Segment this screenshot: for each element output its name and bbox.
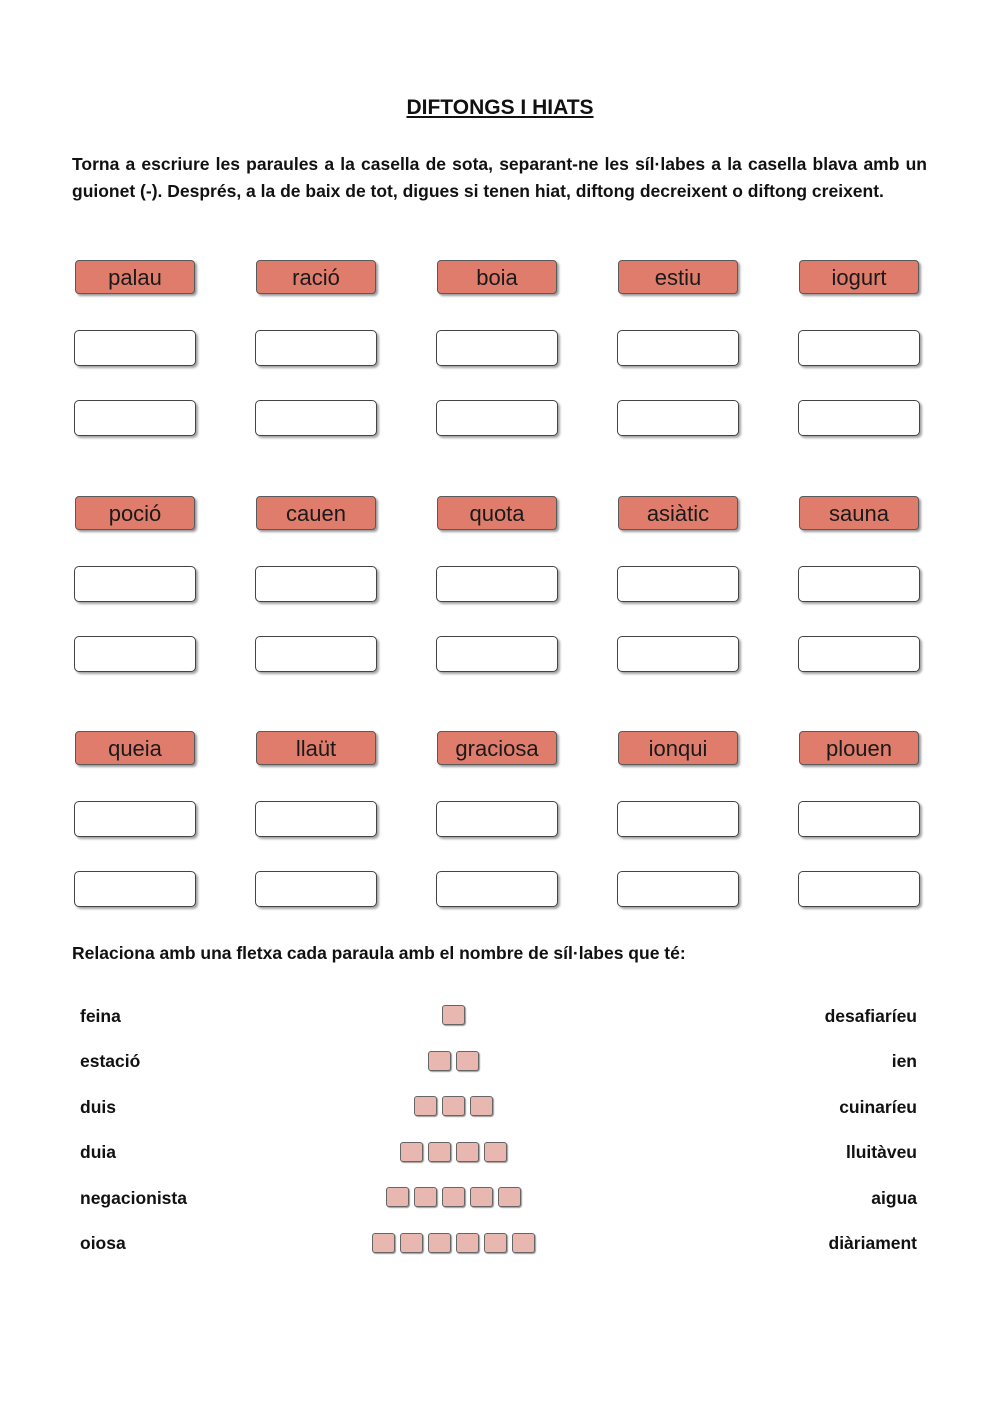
syllable-box	[470, 1187, 493, 1207]
diphthong-type-input[interactable]	[436, 871, 558, 907]
diphthong-type-input[interactable]	[436, 636, 558, 672]
syllable-split-input[interactable]	[798, 330, 920, 366]
syllable-split-input[interactable]	[617, 330, 739, 366]
word-box: quota	[437, 496, 557, 530]
syllable-box	[386, 1187, 409, 1207]
word-box: ionqui	[618, 731, 738, 765]
syllable-box	[414, 1096, 437, 1116]
syllable-box	[512, 1233, 535, 1253]
syllable-box	[414, 1187, 437, 1207]
syllable-split-input[interactable]	[74, 566, 196, 602]
syllable-box	[456, 1233, 479, 1253]
syllable-split-input[interactable]	[436, 330, 558, 366]
word-box: estiu	[618, 260, 738, 294]
diphthong-type-input[interactable]	[617, 400, 739, 436]
word-box: queia	[75, 731, 195, 765]
word-box: cauen	[256, 496, 376, 530]
syllable-count-target[interactable]	[0, 1096, 906, 1116]
syllable-box	[484, 1233, 507, 1253]
right-word[interactable]: aigua	[871, 1188, 917, 1208]
diphthong-type-input[interactable]	[74, 636, 196, 672]
syllable-split-input[interactable]	[74, 801, 196, 837]
syllable-count-target[interactable]	[0, 1142, 906, 1162]
word-box: asiàtic	[618, 496, 738, 530]
right-word[interactable]: lluitàveu	[846, 1142, 917, 1162]
word-box: poció	[75, 496, 195, 530]
syllable-box	[498, 1187, 521, 1207]
syllable-box	[428, 1142, 451, 1162]
left-word[interactable]: estació	[80, 1051, 141, 1071]
syllable-box	[400, 1142, 423, 1162]
word-box: ració	[256, 260, 376, 294]
syllable-box	[400, 1233, 423, 1253]
left-word[interactable]: feina	[80, 1006, 121, 1026]
word-box: iogurt	[799, 260, 919, 294]
syllable-box	[442, 1096, 465, 1116]
syllable-split-input[interactable]	[617, 801, 739, 837]
diphthong-type-input[interactable]	[74, 871, 196, 907]
diphthong-type-input[interactable]	[798, 636, 920, 672]
syllable-count-target[interactable]	[0, 1051, 906, 1071]
syllable-count-target[interactable]	[0, 1187, 906, 1207]
syllable-split-input[interactable]	[436, 566, 558, 602]
right-word[interactable]: desafiaríeu	[824, 1006, 917, 1026]
syllable-box	[456, 1051, 479, 1071]
syllable-split-input[interactable]	[798, 566, 920, 602]
syllable-box	[428, 1051, 451, 1071]
syllable-count-target[interactable]	[0, 1005, 906, 1025]
diphthong-type-input[interactable]	[617, 871, 739, 907]
right-word[interactable]: cuinaríeu	[839, 1097, 917, 1117]
syllable-box	[442, 1005, 465, 1025]
left-word[interactable]: negacionista	[80, 1188, 187, 1208]
right-word[interactable]: diàriament	[828, 1233, 917, 1253]
diphthong-type-input[interactable]	[255, 400, 377, 436]
right-word[interactable]: ien	[891, 1051, 917, 1071]
diphthong-type-input[interactable]	[436, 400, 558, 436]
syllable-split-input[interactable]	[74, 330, 196, 366]
syllable-box	[470, 1096, 493, 1116]
syllable-count-target[interactable]	[0, 1233, 906, 1253]
left-word[interactable]: duia	[80, 1142, 116, 1162]
exercise-1-instructions: Torna a escriure les paraules a la casella de sota, separant-ne les síl·labes a la casella blava amb un guionet (-). Després, a la de baix de tot, digues si tenen hiat, diftong decreixent o diftong creixent.	[72, 154, 927, 201]
syllable-split-input[interactable]	[255, 330, 377, 366]
syllable-split-input[interactable]	[798, 801, 920, 837]
diphthong-type-input[interactable]	[255, 871, 377, 907]
word-box: sauna	[799, 496, 919, 530]
syllable-split-input[interactable]	[255, 566, 377, 602]
diphthong-type-input[interactable]	[798, 871, 920, 907]
syllable-box	[442, 1187, 465, 1207]
diphthong-type-input[interactable]	[617, 636, 739, 672]
word-box: llaüt	[256, 731, 376, 765]
syllable-box	[456, 1142, 479, 1162]
syllable-box	[484, 1142, 507, 1162]
diphthong-type-input[interactable]	[798, 400, 920, 436]
syllable-split-input[interactable]	[255, 801, 377, 837]
diphthong-type-input[interactable]	[255, 636, 377, 672]
syllable-box	[428, 1233, 451, 1253]
left-word[interactable]: oiosa	[80, 1233, 126, 1253]
left-word[interactable]: duis	[80, 1097, 116, 1117]
word-box: plouen	[799, 731, 919, 765]
syllable-box	[372, 1233, 395, 1253]
word-box: graciosa	[437, 731, 557, 765]
word-box: palau	[75, 260, 195, 294]
exercise-2-instructions: Relaciona amb una fletxa cada paraula amb el nombre de síl·labes que té:	[72, 943, 686, 963]
word-box: boia	[437, 260, 557, 294]
page-title: DIFTONGS I HIATS	[406, 96, 594, 119]
syllable-split-input[interactable]	[436, 801, 558, 837]
syllable-split-input[interactable]	[617, 566, 739, 602]
diphthong-type-input[interactable]	[74, 400, 196, 436]
